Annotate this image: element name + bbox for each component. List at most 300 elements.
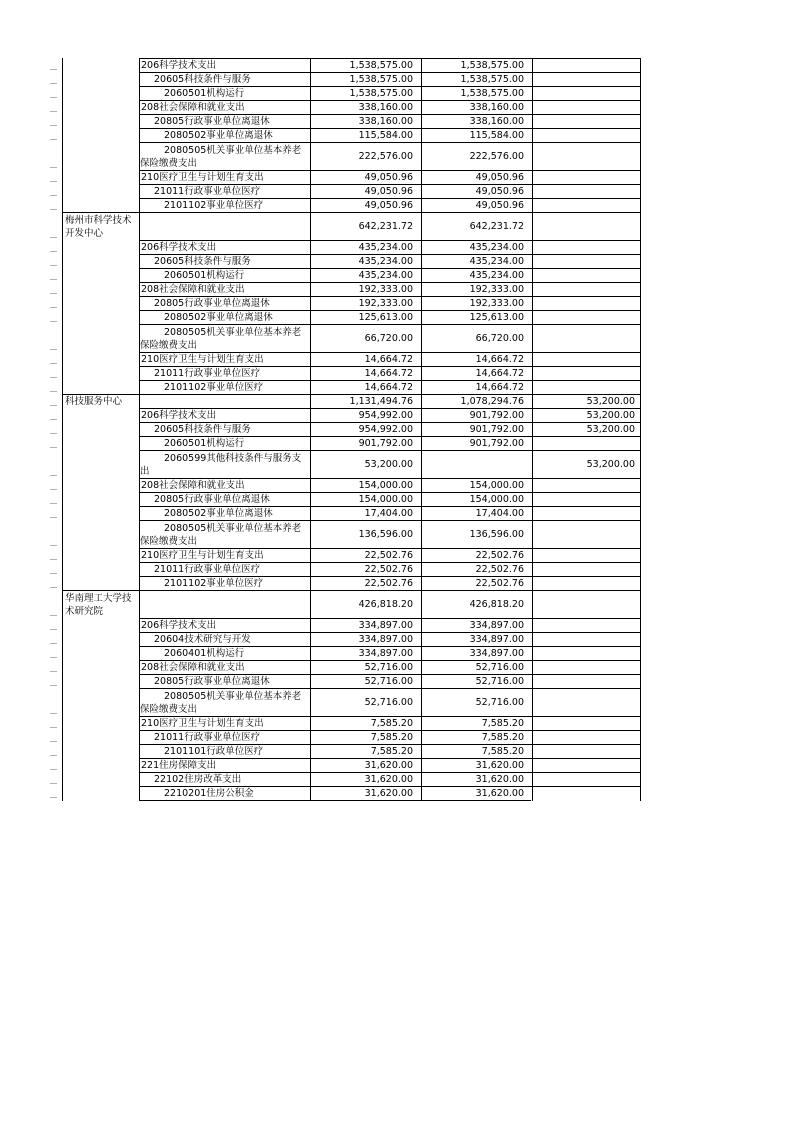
- unit-name-cell: [63, 548, 139, 562]
- unit-name-cell: [63, 282, 139, 296]
- row-tick-mark: [48, 688, 62, 716]
- row-tick-mark: [48, 632, 62, 646]
- tick-line: [50, 727, 57, 728]
- expense-item-cell: 20605科技条件与服务: [140, 72, 310, 86]
- unit-name-cell: [63, 716, 139, 730]
- unit-name-cell: [63, 646, 139, 660]
- basic-expense-cell: 52,716.00: [422, 660, 532, 674]
- basic-expense-cell: 14,664.72: [422, 380, 532, 394]
- table-row: [0, 240, 793, 254]
- row-tick-mark: [48, 408, 62, 422]
- project-expense-cell: [533, 674, 640, 688]
- tick-line: [50, 377, 57, 378]
- expense-item-cell: 2060401机构运行: [140, 646, 310, 660]
- total-amount-cell: 31,620.00: [311, 772, 421, 786]
- total-amount-cell: 222,576.00: [311, 142, 421, 170]
- basic-expense-cell: 901,792.00: [422, 436, 532, 450]
- expense-item-cell: 208社会保障和就业支出: [140, 100, 310, 114]
- tick-line: [50, 209, 57, 210]
- row-tick-mark: [48, 184, 62, 198]
- unit-name-cell: [63, 478, 139, 492]
- table-row: [0, 86, 793, 100]
- table-row: [0, 660, 793, 674]
- table-row: [0, 506, 793, 520]
- unit-name-cell: [63, 72, 139, 86]
- column-gridline: [310, 58, 311, 801]
- unit-name-cell: 梅州市科学技术开发中心: [63, 212, 139, 240]
- expense-item-cell: 20605科技条件与服务: [140, 254, 310, 268]
- expense-item-cell: 2080502事业单位离退休: [140, 128, 310, 142]
- unit-name-cell: [63, 772, 139, 786]
- row-tick-mark: [48, 730, 62, 744]
- row-tick-mark: [48, 240, 62, 254]
- project-expense-cell: [533, 324, 640, 352]
- table-row: [0, 366, 793, 380]
- basic-expense-cell: 334,897.00: [422, 646, 532, 660]
- table-row: [0, 268, 793, 282]
- column-gridline: [139, 58, 140, 801]
- total-amount-cell: 154,000.00: [311, 478, 421, 492]
- unit-name-cell: [63, 128, 139, 142]
- project-expense-cell: [533, 716, 640, 730]
- total-amount-cell: 338,160.00: [311, 100, 421, 114]
- tick-line: [50, 83, 57, 84]
- project-expense-cell: [533, 646, 640, 660]
- basic-expense-cell: 31,620.00: [422, 758, 532, 772]
- project-expense-cell: [533, 310, 640, 324]
- tick-line: [50, 489, 57, 490]
- total-amount-cell: 435,234.00: [311, 240, 421, 254]
- total-amount-cell: 14,664.72: [311, 352, 421, 366]
- basic-expense-cell: 1,538,575.00: [422, 58, 532, 72]
- table-row: [0, 646, 793, 660]
- expense-item-cell: 210医疗卫生与计划生育支出: [140, 548, 310, 562]
- row-tick-mark: [48, 674, 62, 688]
- unit-name-cell: [63, 100, 139, 114]
- tick-line: [50, 307, 57, 308]
- basic-expense-cell: 435,234.00: [422, 254, 532, 268]
- project-expense-cell: [533, 170, 640, 184]
- project-expense-cell: [533, 380, 640, 394]
- expense-item-cell: 208社会保障和就业支出: [140, 660, 310, 674]
- project-expense-cell: [533, 520, 640, 548]
- table-row: [0, 478, 793, 492]
- table-row: [0, 716, 793, 730]
- table-row: [0, 296, 793, 310]
- total-amount-cell: 7,585.20: [311, 730, 421, 744]
- basic-expense-cell: 7,585.20: [422, 716, 532, 730]
- table-row: [0, 310, 793, 324]
- total-amount-cell: 31,620.00: [311, 786, 421, 800]
- total-amount-cell: 49,050.96: [311, 198, 421, 212]
- project-expense-cell: 53,200.00: [533, 408, 640, 422]
- row-tick-mark: [48, 380, 62, 394]
- tick-line: [50, 251, 57, 252]
- expense-item-cell: 206科学技术支出: [140, 618, 310, 632]
- unit-name-cell: [63, 352, 139, 366]
- project-expense-cell: [533, 506, 640, 520]
- expense-item-cell: 2060501机构运行: [140, 268, 310, 282]
- total-amount-cell: 334,897.00: [311, 646, 421, 660]
- expense-item-cell: 20805行政事业单位离退休: [140, 296, 310, 310]
- tick-line: [50, 181, 57, 182]
- tick-line: [50, 293, 57, 294]
- basic-expense-cell: 136,596.00: [422, 520, 532, 548]
- basic-expense-cell: 901,792.00: [422, 422, 532, 436]
- expense-item-cell: 21011行政事业单位医疗: [140, 730, 310, 744]
- tick-line: [50, 643, 57, 644]
- table-row: [0, 100, 793, 114]
- tick-line: [50, 503, 57, 504]
- row-tick-mark: [48, 282, 62, 296]
- expense-item-cell: [140, 590, 310, 618]
- table-row: [0, 114, 793, 128]
- table-row: [0, 212, 793, 240]
- basic-expense-cell: 338,160.00: [422, 114, 532, 128]
- total-amount-cell: 17,404.00: [311, 506, 421, 520]
- row-tick-mark: [48, 450, 62, 478]
- total-amount-cell: 192,333.00: [311, 296, 421, 310]
- total-amount-cell: 52,716.00: [311, 688, 421, 716]
- row-tick-mark: [48, 72, 62, 86]
- expense-item-cell: 20805行政事业单位离退休: [140, 114, 310, 128]
- project-expense-cell: 53,200.00: [533, 450, 640, 478]
- total-amount-cell: 14,664.72: [311, 380, 421, 394]
- unit-name-cell: [63, 114, 139, 128]
- total-amount-cell: 954,992.00: [311, 408, 421, 422]
- project-expense-cell: [533, 184, 640, 198]
- expense-item-cell: 210医疗卫生与计划生育支出: [140, 716, 310, 730]
- basic-expense-cell: 49,050.96: [422, 170, 532, 184]
- table-row: [0, 744, 793, 758]
- basic-expense-cell: 7,585.20: [422, 730, 532, 744]
- basic-expense-cell: [422, 450, 532, 478]
- total-amount-cell: 435,234.00: [311, 268, 421, 282]
- row-tick-mark: [48, 212, 62, 240]
- tick-line: [50, 545, 57, 546]
- unit-name-cell: [63, 58, 139, 72]
- basic-expense-cell: 22,502.76: [422, 548, 532, 562]
- basic-expense-cell: 14,664.72: [422, 352, 532, 366]
- table-row: [0, 688, 793, 716]
- total-amount-cell: 1,131,494.76: [311, 394, 421, 408]
- table-row: [0, 408, 793, 422]
- project-expense-cell: [533, 114, 640, 128]
- expense-item-cell: 2101102事业单位医疗: [140, 380, 310, 394]
- project-expense-cell: [533, 660, 640, 674]
- expense-item-cell: 22102住房改革支出: [140, 772, 310, 786]
- expense-item-cell: 21011行政事业单位医疗: [140, 562, 310, 576]
- unit-name-cell: [63, 184, 139, 198]
- tick-line: [50, 755, 57, 756]
- expense-item-cell: 2080505机关事业单位基本养老保险缴费支出: [140, 520, 310, 548]
- table-row: [0, 436, 793, 450]
- row-tick-mark: [48, 394, 62, 408]
- expense-item-cell: 20604技术研究与开发: [140, 632, 310, 646]
- expense-item-cell: 206科学技术支出: [140, 408, 310, 422]
- tick-line: [50, 475, 57, 476]
- project-expense-cell: [533, 86, 640, 100]
- row-tick-mark: [48, 772, 62, 786]
- project-expense-cell: [533, 562, 640, 576]
- basic-expense-cell: 31,620.00: [422, 772, 532, 786]
- tick-line: [50, 797, 57, 798]
- tick-line: [50, 615, 57, 616]
- unit-name-cell: [63, 240, 139, 254]
- row-tick-mark: [48, 562, 62, 576]
- row-tick-mark: [48, 548, 62, 562]
- basic-expense-cell: 52,716.00: [422, 688, 532, 716]
- basic-expense-cell: 49,050.96: [422, 198, 532, 212]
- table-row: [0, 352, 793, 366]
- row-tick-mark: [48, 352, 62, 366]
- unit-name-cell: [63, 142, 139, 170]
- project-expense-cell: [533, 254, 640, 268]
- total-amount-cell: 7,585.20: [311, 744, 421, 758]
- table-row: [0, 72, 793, 86]
- expense-item-cell: 2080505机关事业单位基本养老保险缴费支出: [140, 142, 310, 170]
- tick-line: [50, 167, 57, 168]
- table-row: [0, 576, 793, 590]
- table-row: [0, 324, 793, 352]
- basic-expense-cell: 334,897.00: [422, 632, 532, 646]
- total-amount-cell: 66,720.00: [311, 324, 421, 352]
- unit-name-cell: [63, 618, 139, 632]
- column-gridline: [640, 58, 641, 801]
- basic-expense-cell: 642,231.72: [422, 212, 532, 240]
- total-amount-cell: 22,502.76: [311, 562, 421, 576]
- column-gridline: [421, 58, 422, 801]
- project-expense-cell: [533, 730, 640, 744]
- unit-name-cell: [63, 744, 139, 758]
- total-amount-cell: 125,613.00: [311, 310, 421, 324]
- project-expense-cell: [533, 128, 640, 142]
- basic-expense-cell: 426,818.20: [422, 590, 532, 618]
- expense-item-cell: 20605科技条件与服务: [140, 422, 310, 436]
- unit-name-cell: [63, 492, 139, 506]
- tick-line: [50, 769, 57, 770]
- expense-item-cell: 2101101行政单位医疗: [140, 744, 310, 758]
- table-row: [0, 590, 793, 618]
- table-row: [0, 450, 793, 478]
- expense-item-cell: 210医疗卫生与计划生育支出: [140, 352, 310, 366]
- total-amount-cell: 154,000.00: [311, 492, 421, 506]
- project-expense-cell: [533, 240, 640, 254]
- basic-expense-cell: 66,720.00: [422, 324, 532, 352]
- total-amount-cell: 1,538,575.00: [311, 58, 421, 72]
- total-amount-cell: 49,050.96: [311, 184, 421, 198]
- unit-name-cell: [63, 268, 139, 282]
- unit-name-cell: [63, 562, 139, 576]
- tick-line: [50, 363, 57, 364]
- table-bottom-border: [140, 800, 531, 801]
- row-tick-mark: [48, 576, 62, 590]
- project-expense-cell: [533, 772, 640, 786]
- project-expense-cell: 53,200.00: [533, 422, 640, 436]
- tick-line: [50, 559, 57, 560]
- table-row: [0, 520, 793, 548]
- basic-expense-cell: 1,078,294.76: [422, 394, 532, 408]
- table-row: [0, 492, 793, 506]
- row-tick-mark: [48, 254, 62, 268]
- tick-line: [50, 741, 57, 742]
- table-row: [0, 772, 793, 786]
- row-tick-mark: [48, 436, 62, 450]
- row-tick-mark: [48, 590, 62, 618]
- unit-name-cell: [63, 408, 139, 422]
- table-row: [0, 128, 793, 142]
- tick-line: [50, 405, 57, 406]
- row-tick-mark: [48, 324, 62, 352]
- unit-name-cell: [63, 730, 139, 744]
- project-expense-cell: [533, 58, 640, 72]
- project-expense-cell: [533, 352, 640, 366]
- expense-item-cell: 21011行政事业单位医疗: [140, 366, 310, 380]
- tick-line: [50, 657, 57, 658]
- table-row: [0, 394, 793, 408]
- unit-name-cell: [63, 632, 139, 646]
- project-expense-cell: [533, 282, 640, 296]
- row-tick-mark: [48, 296, 62, 310]
- project-expense-cell: [533, 142, 640, 170]
- unit-name-cell: 科技服务中心: [63, 394, 139, 408]
- table-row: [0, 562, 793, 576]
- basic-expense-cell: 14,664.72: [422, 366, 532, 380]
- row-tick-mark: [48, 716, 62, 730]
- tick-line: [50, 713, 57, 714]
- tick-line: [50, 419, 57, 420]
- row-tick-mark: [48, 506, 62, 520]
- tick-line: [50, 671, 57, 672]
- column-gridline: [62, 58, 63, 801]
- basic-expense-cell: 7,585.20: [422, 744, 532, 758]
- basic-expense-cell: 334,897.00: [422, 618, 532, 632]
- expense-item-cell: 20805行政事业单位离退休: [140, 492, 310, 506]
- project-expense-cell: [533, 618, 640, 632]
- basic-expense-cell: 222,576.00: [422, 142, 532, 170]
- expense-item-cell: 2101102事业单位医疗: [140, 198, 310, 212]
- expense-item-cell: 221住房保障支出: [140, 758, 310, 772]
- expense-item-cell: 2210201住房公积金: [140, 786, 310, 800]
- total-amount-cell: 7,585.20: [311, 716, 421, 730]
- unit-name-cell: [63, 310, 139, 324]
- project-expense-cell: [533, 590, 640, 618]
- row-tick-mark: [48, 100, 62, 114]
- project-expense-cell: [533, 198, 640, 212]
- row-tick-mark: [48, 478, 62, 492]
- table-row: [0, 254, 793, 268]
- row-tick-mark: [48, 170, 62, 184]
- unit-name-cell: [63, 660, 139, 674]
- tick-line: [50, 447, 57, 448]
- total-amount-cell: 901,792.00: [311, 436, 421, 450]
- expense-item-cell: 2060501机构运行: [140, 436, 310, 450]
- total-amount-cell: 435,234.00: [311, 254, 421, 268]
- expense-item-cell: 2080502事业单位离退休: [140, 506, 310, 520]
- total-amount-cell: 49,050.96: [311, 170, 421, 184]
- expense-item-cell: 206科学技术支出: [140, 58, 310, 72]
- table-row: [0, 548, 793, 562]
- total-amount-cell: 642,231.72: [311, 212, 421, 240]
- tick-line: [50, 195, 57, 196]
- expense-item-cell: 2060501机构运行: [140, 86, 310, 100]
- row-tick-mark: [48, 786, 62, 800]
- expense-item-cell: 210医疗卫生与计划生育支出: [140, 170, 310, 184]
- basic-expense-cell: 901,792.00: [422, 408, 532, 422]
- unit-name-cell: [63, 324, 139, 352]
- table-row: [0, 786, 793, 800]
- total-amount-cell: 52,716.00: [311, 674, 421, 688]
- row-tick-mark: [48, 198, 62, 212]
- expense-item-cell: 20805行政事业单位离退休: [140, 674, 310, 688]
- unit-name-cell: [63, 296, 139, 310]
- row-tick-mark: [48, 86, 62, 100]
- project-expense-cell: [533, 786, 640, 800]
- project-expense-cell: [533, 744, 640, 758]
- row-tick-mark: [48, 422, 62, 436]
- basic-expense-cell: 49,050.96: [422, 184, 532, 198]
- project-expense-cell: [533, 758, 640, 772]
- table-row: [0, 632, 793, 646]
- total-amount-cell: 426,818.20: [311, 590, 421, 618]
- expense-item-cell: 2101102事业单位医疗: [140, 576, 310, 590]
- project-expense-cell: [533, 296, 640, 310]
- table-row: [0, 380, 793, 394]
- tick-line: [50, 321, 57, 322]
- row-tick-mark: [48, 142, 62, 170]
- tick-line: [50, 573, 57, 574]
- tick-line: [50, 349, 57, 350]
- total-amount-cell: 14,664.72: [311, 366, 421, 380]
- unit-name-cell: [63, 422, 139, 436]
- basic-expense-cell: 192,333.00: [422, 282, 532, 296]
- total-amount-cell: 115,584.00: [311, 128, 421, 142]
- tick-line: [50, 629, 57, 630]
- expense-item-cell: [140, 394, 310, 408]
- expense-item-cell: 2080505机关事业单位基本养老保险缴费支出: [140, 324, 310, 352]
- unit-name-cell: [63, 366, 139, 380]
- table-row: [0, 674, 793, 688]
- total-amount-cell: 22,502.76: [311, 576, 421, 590]
- unit-name-cell: [63, 576, 139, 590]
- row-tick-mark: [48, 520, 62, 548]
- total-amount-cell: 31,620.00: [311, 758, 421, 772]
- row-tick-mark: [48, 492, 62, 506]
- project-expense-cell: [533, 212, 640, 240]
- unit-name-cell: [63, 198, 139, 212]
- row-tick-mark: [48, 660, 62, 674]
- table-row: [0, 758, 793, 772]
- total-amount-cell: 954,992.00: [311, 422, 421, 436]
- unit-name-cell: [63, 506, 139, 520]
- basic-expense-cell: 31,620.00: [422, 786, 532, 800]
- tick-line: [50, 97, 57, 98]
- basic-expense-cell: 1,538,575.00: [422, 86, 532, 100]
- column-gridline: [532, 58, 533, 801]
- tick-line: [50, 125, 57, 126]
- tick-line: [50, 685, 57, 686]
- basic-expense-cell: 52,716.00: [422, 674, 532, 688]
- table-row: [0, 184, 793, 198]
- project-expense-cell: [533, 72, 640, 86]
- row-tick-mark: [48, 618, 62, 632]
- total-amount-cell: 334,897.00: [311, 618, 421, 632]
- tick-line: [50, 69, 57, 70]
- table-row: [0, 58, 793, 72]
- tick-line: [50, 111, 57, 112]
- basic-expense-cell: 22,502.76: [422, 562, 532, 576]
- tick-line: [50, 279, 57, 280]
